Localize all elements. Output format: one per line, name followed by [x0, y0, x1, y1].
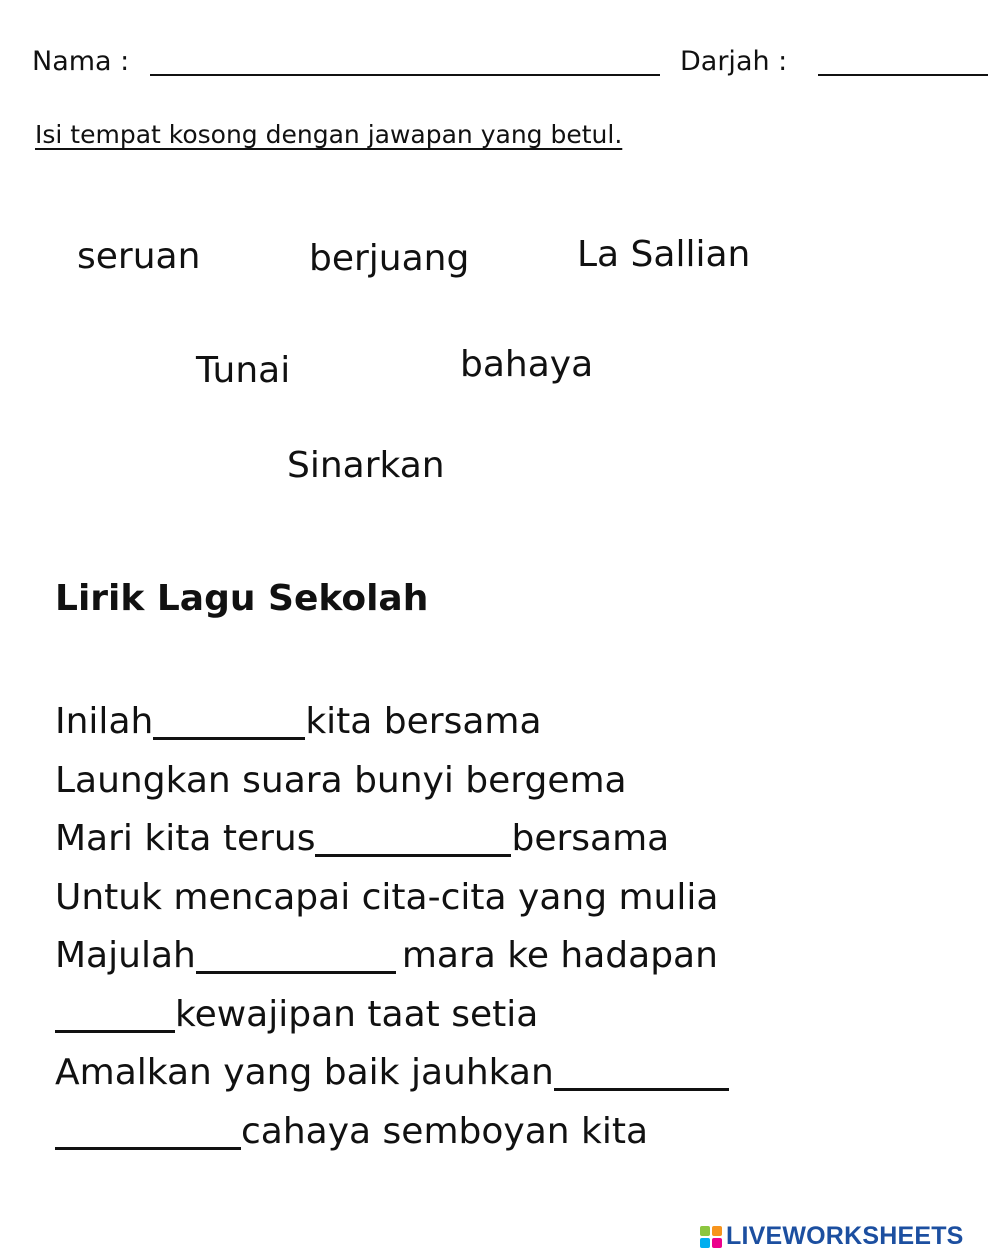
- brand-text: LIVEWORKSHEETS: [726, 1222, 964, 1250]
- logo-square: [700, 1226, 710, 1236]
- lyric-text: Inilah: [55, 701, 154, 742]
- lyric-text: kewajipan taat setia: [175, 994, 539, 1035]
- lyric-line: [55, 1104, 648, 1152]
- lyric-text: Amalkan yang baik jauhkan: [55, 1052, 554, 1093]
- class-label: Darjah :: [680, 46, 788, 77]
- word-bank-item[interactable]: Tunai: [196, 350, 291, 391]
- lyric-text: Mari kita terus: [55, 818, 316, 859]
- name-field[interactable]: [150, 74, 660, 76]
- lyric-text: Laungkan suara bunyi bergema: [55, 760, 627, 801]
- lyric-line: [55, 694, 542, 742]
- word-bank-item[interactable]: La Sallian: [577, 234, 751, 275]
- lyric-line: [55, 987, 538, 1035]
- answer-blank[interactable]: [153, 705, 305, 740]
- answer-blank[interactable]: [55, 1115, 241, 1150]
- logo-square: [712, 1238, 722, 1248]
- lyric-line: [55, 870, 718, 918]
- word-bank-item[interactable]: berjuang: [309, 238, 470, 279]
- logo-square: [712, 1226, 722, 1236]
- lyric-line: [55, 753, 627, 801]
- word-bank-item[interactable]: bahaya: [460, 344, 594, 385]
- answer-blank[interactable]: [55, 998, 175, 1033]
- lyric-line: [55, 811, 669, 859]
- name-label: Nama :: [32, 46, 130, 77]
- lyric-text: Untuk mencapai cita-cita yang mulia: [55, 877, 719, 918]
- class-field[interactable]: [818, 74, 988, 76]
- liveworksheets-logo: [700, 1222, 964, 1251]
- lyric-text: Majulah: [55, 935, 196, 976]
- instruction-text: Isi tempat kosong dengan jawapan yang betul.: [35, 120, 623, 149]
- answer-blank[interactable]: [554, 1056, 729, 1091]
- lyric-text: bersama: [511, 818, 670, 859]
- lyrics-title: Lirik Lagu Sekolah: [55, 578, 429, 619]
- answer-blank[interactable]: [196, 939, 396, 974]
- logo-square: [700, 1238, 710, 1248]
- answer-blank[interactable]: [315, 822, 511, 857]
- lyric-text: cahaya semboyan kita: [241, 1111, 649, 1152]
- liveworksheets-icon: [700, 1226, 722, 1248]
- lyric-line: [55, 1045, 729, 1093]
- lyric-text: mara ke hadapan: [401, 935, 718, 976]
- lyric-text: kita bersama: [305, 701, 542, 742]
- word-bank-item[interactable]: seruan: [77, 236, 201, 277]
- lyric-line: [55, 928, 718, 976]
- word-bank-item[interactable]: Sinarkan: [287, 445, 445, 486]
